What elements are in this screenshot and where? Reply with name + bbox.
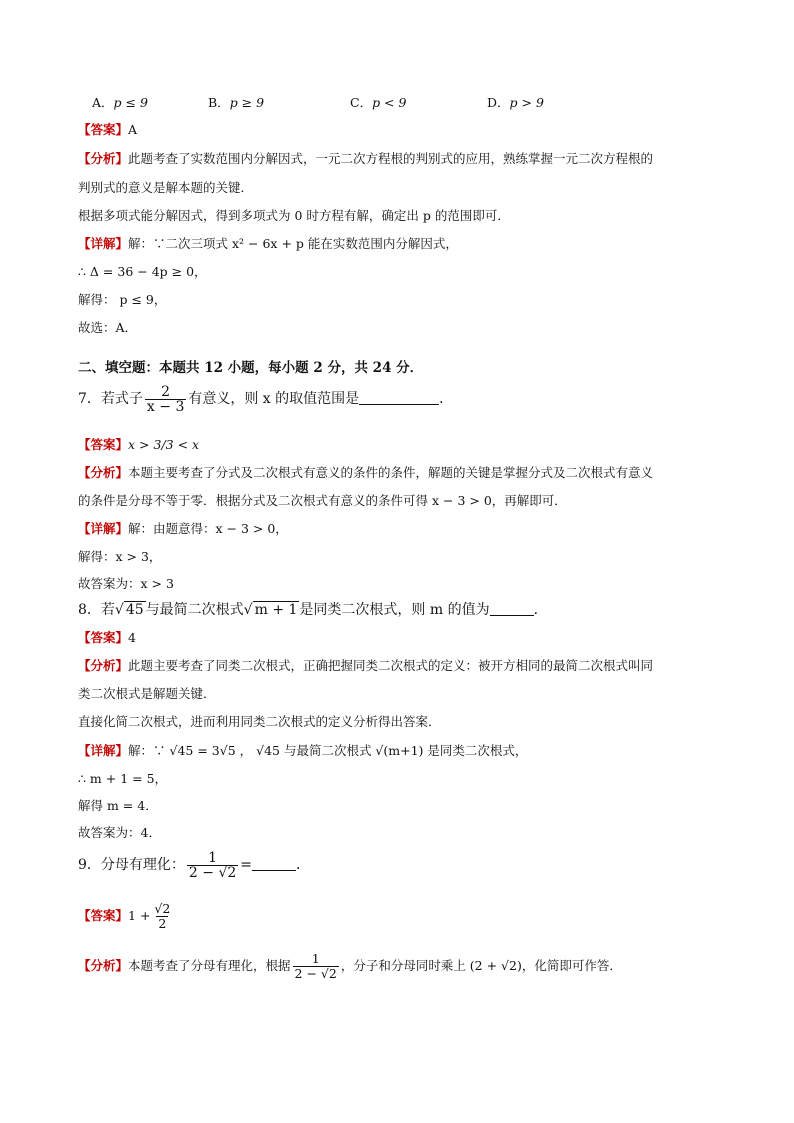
q9-frac-den: 2 − √2 [188, 864, 237, 881]
option-a-expr: p ≤ 9 [113, 95, 148, 110]
q9-frac-num: 1 [208, 849, 218, 866]
answer-tag: 【答案】 [78, 122, 129, 137]
q8-detail-text-1: 解：∵ √45 = 3√5 ， √45 与最简二次根式 √(m+1) 是同类二次根式， [128, 743, 528, 758]
q8-root-1-radicand: 45 [125, 602, 144, 618]
q9-blank [252, 856, 296, 871]
option-c-label: C． [350, 95, 373, 110]
q8-root-1: √ 45 [114, 602, 144, 618]
q6-analysis-1 [78, 151, 653, 167]
q6-detail-2: ∴ Δ = 36 − 4p ≥ 0， [78, 264, 207, 279]
option-b [208, 95, 264, 111]
q7-detail-2: 解得：x > 3， [78, 549, 162, 564]
detail-tag: 【详解】 [78, 236, 129, 251]
q9-analysis-den: 2 − √2 [294, 966, 337, 981]
q6-detail-1 [78, 236, 458, 252]
detail-tag: 【详解】 [78, 521, 129, 536]
q8-mid: 与最简二次根式 [145, 602, 244, 618]
q9-answer [78, 900, 174, 932]
option-d-expr: p > 9 [509, 95, 544, 110]
option-a [92, 95, 148, 111]
q6-detail-4: 故选：A． [78, 320, 138, 335]
q8-analysis-2: 类二次根式是解题关键． [78, 686, 216, 701]
q9-answer-den: 2 [158, 916, 167, 931]
option-c [350, 95, 406, 111]
option-a-label: A． [92, 95, 114, 110]
q9-analysis-post: ，分子和分母同时乘上 (2 + √2)，化简即可作答． [340, 958, 622, 973]
q7-detail-1 [78, 521, 288, 537]
q7-detail-text-1: 解：由题意得：x − 3 > 0， [128, 521, 288, 536]
q9-answer-pre: 1 + [128, 908, 151, 923]
analysis-tag: 【分析】 [78, 958, 129, 973]
q6-detail-3: 解得： p ≤ 9， [78, 292, 167, 307]
q8-pre: 8．若 [78, 602, 115, 618]
q8-detail-2: ∴ m + 1 = 5， [78, 771, 168, 786]
q7-frac-den: x − 3 [146, 398, 185, 415]
analysis-tag: 【分析】 [78, 465, 129, 480]
option-c-expr: p < 9 [372, 95, 407, 110]
answer-tag: 【答案】 [78, 437, 129, 452]
analysis-tag: 【分析】 [78, 658, 129, 673]
q7-pre: 7．若式子 [78, 391, 143, 407]
q9-analysis-fraction [293, 952, 339, 981]
q7-post: 有意义，则 x 的取值范围是 [188, 391, 360, 407]
q7-answer [78, 437, 199, 453]
q8-analysis-3: 直接化简二次根式，进而利用同类二次根式的定义分析得出答案． [78, 714, 441, 729]
q7-blank [359, 390, 439, 405]
q8-post: 是同类二次根式，则 m 的值为 [299, 602, 490, 618]
q7-answer-value: x > 3/3 < x [128, 437, 200, 452]
q7-end: ． [439, 391, 454, 407]
option-d-label: D． [487, 95, 510, 110]
q7-analysis-2: 的条件是分母不等于零．根据分式及二次根式有意义的条件可得 x − 3 > 0，再解即可． [78, 493, 567, 508]
q6-analysis-2: 判别式的意义是解本题的关键． [78, 180, 254, 195]
q7-detail-3: 故答案为：x > 3 [78, 576, 174, 591]
q7-frac-num: 2 [161, 383, 171, 400]
q9-pre: 9．分母有理化： [78, 857, 185, 873]
q8-blank [490, 601, 534, 616]
q8-answer [78, 630, 136, 646]
q8-analysis-1 [78, 658, 653, 674]
q8-answer-value: 4 [128, 630, 136, 645]
q9-analysis-num: 1 [311, 951, 320, 966]
q6-answer [78, 122, 137, 138]
q6-analysis-text-1: 此题考查了实数范围内分解因式，一元二次方程根的判别式的应用，熟练掌握一元二次方程根的 [128, 151, 654, 166]
q7-analysis-1 [78, 465, 653, 481]
q6-detail-text-1: 解：∵二次三项式 x² − 6x + p 能在实数范围内分解因式， [128, 236, 458, 251]
q9-end: ． [296, 857, 311, 873]
q8-detail-1 [78, 743, 527, 759]
section-heading: 二、填空题：本题共 12 小题，每小题 2 分，共 24 分． [78, 360, 424, 376]
answer-tag: 【答案】 [78, 630, 129, 645]
option-b-expr: p ≥ 9 [229, 95, 265, 110]
q9-answer-fraction [152, 902, 172, 931]
q8-detail-4: 故答案为：4． [78, 825, 161, 840]
q8-end: ． [533, 602, 548, 618]
q8-root-2-radicand: m + 1 [254, 602, 298, 618]
q9-fraction [187, 851, 238, 880]
q9-analysis-pre: 本题考查了分母有理化，根据 [128, 958, 291, 973]
answer-tag: 【答案】 [78, 908, 129, 923]
q7-fraction [145, 385, 186, 414]
q9-answer-num: √2 [154, 901, 171, 916]
q8-root-2: √ m + 1 [243, 602, 298, 618]
q9-analysis [78, 950, 622, 982]
q7-question [78, 383, 453, 415]
q7-analysis-text-1: 本题主要考查了分式及二次根式有意义的条件的条件，解题的关键是掌握分式及二次根式有意义 [128, 465, 654, 480]
analysis-tag: 【分析】 [78, 151, 129, 166]
detail-tag: 【详解】 [78, 743, 129, 758]
option-b-label: B． [208, 95, 230, 110]
q9-question [78, 848, 310, 882]
q9-post: = [240, 857, 253, 873]
q6-analysis-3: 根据多项式能分解因式，得到多项式为 0 时方程有解，确定出 p 的范围即可． [78, 208, 510, 223]
q8-question [78, 600, 548, 620]
option-d [487, 95, 544, 111]
q6-answer-value: A [128, 122, 138, 137]
q8-analysis-text-1: 此题主要考查了同类二次根式，正确把握同类二次根式的定义：被开方相同的最简二次根式叫同 [128, 658, 654, 673]
q8-detail-3: 解得 m = 4． [78, 798, 158, 813]
